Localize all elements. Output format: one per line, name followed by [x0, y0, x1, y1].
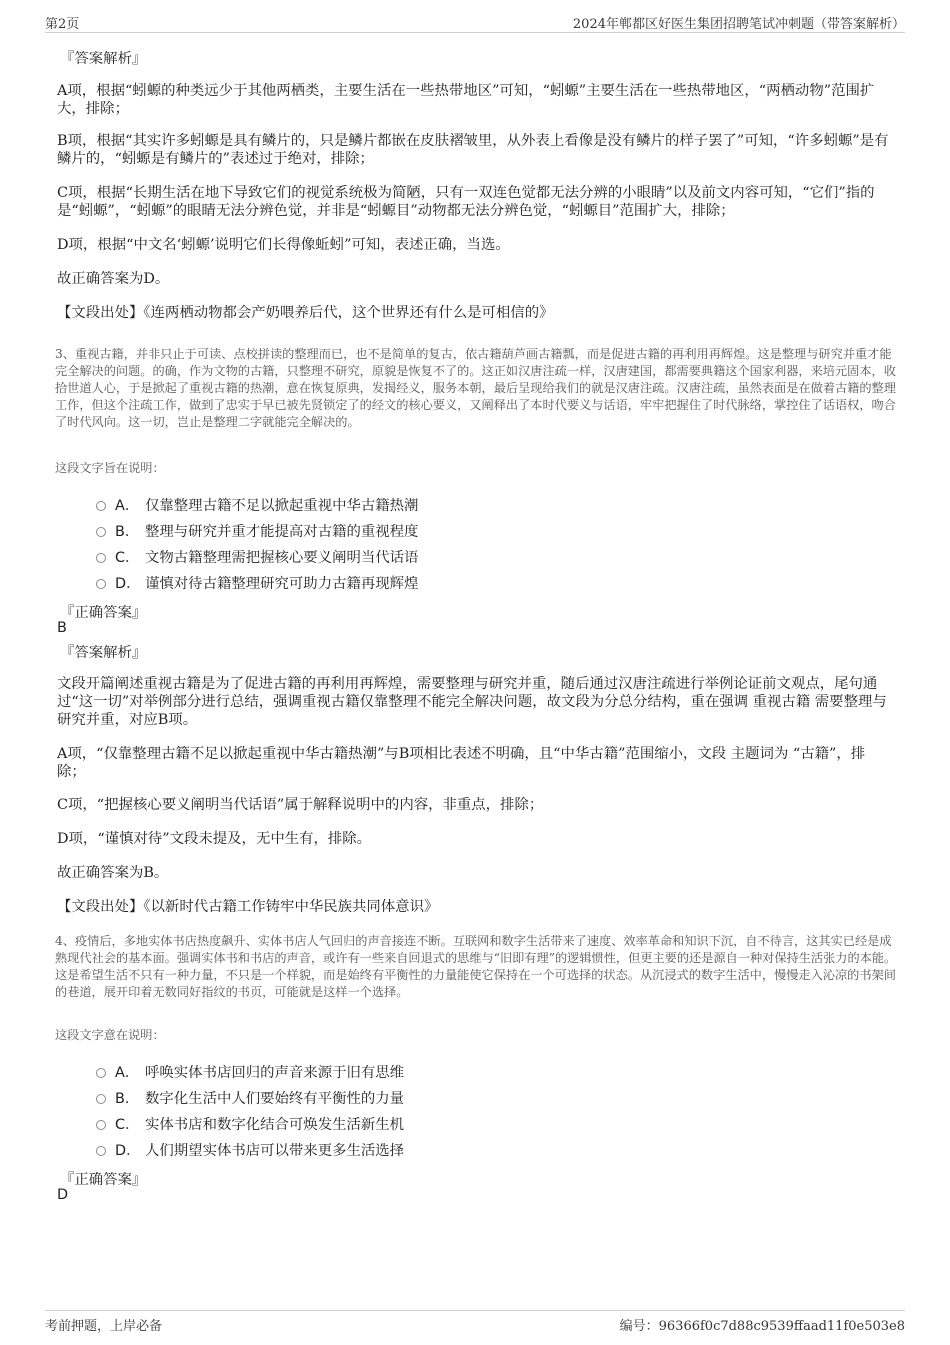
option-letter: C．: [115, 549, 140, 566]
q3-option-b[interactable]: [96, 520, 418, 540]
document-id: 编号：96366f0c7d88c9539ffaad11f0e503e8: [619, 1319, 905, 1334]
q3-answer: B: [57, 620, 67, 636]
q4-option-a[interactable]: [96, 1061, 404, 1081]
option-text: 呼唤实体书店回归的声音来源于旧有思维: [145, 1064, 405, 1081]
option-text: 数字化生活中人们要始终有平衡性的力量: [145, 1090, 405, 1107]
option-text: 谨慎对待古籍整理研究可助力古籍再现辉煌: [145, 575, 419, 592]
q2-source: 【文段出处】《连两栖动物都会产奶喂养后代，这个世界还有什么是可相信的》: [57, 305, 554, 321]
radio-icon[interactable]: [96, 579, 106, 589]
q4-answer-label: 『正确答案』: [60, 1172, 147, 1188]
q4-question: 这段文字意在说明：: [55, 1028, 165, 1042]
q3-analysis-main: 文段开篇阐述重视古籍是为了促进古籍的再利用再辉煌，需要整理与研究并重，随后通过汉唐注疏进行举例论证前文观点，尾句通过“这一切”对举例部分进行总结，强调重视古籍仅靠整理不能完全解决问题，故文段为分总分结构，重在强调 重视古籍 需要整理与研究并重，对应B项。: [57, 676, 887, 728]
radio-icon[interactable]: [96, 553, 106, 563]
q2-analysis-d: D项，根据“中文名‘蚓螈’说明它们长得像蚯蚓”可知，表述正确，当选。: [57, 237, 510, 253]
option-text: 文物古籍整理需把握核心要义阐明当代话语: [145, 549, 419, 566]
page-header: [45, 12, 905, 33]
footer-slogan: 考前押题，上岸必备: [45, 1319, 163, 1334]
q3-question: 这段文字旨在说明：: [55, 461, 165, 475]
option-text: 整理与研究并重才能提高对古籍的重视程度: [145, 523, 419, 540]
q4-option-b[interactable]: [96, 1087, 404, 1107]
radio-icon[interactable]: [96, 1068, 106, 1078]
q4-answer: D: [57, 1187, 69, 1203]
q2-conclusion: 故正确答案为D。: [57, 271, 170, 287]
option-text: 人们期望实体书店可以带来更多生活选择: [145, 1142, 405, 1159]
option-letter: A．: [115, 1064, 140, 1081]
option-letter: A．: [115, 497, 140, 514]
q3-source: 【文段出处】《以新时代古籍工作铸牢中华民族共同体意识》: [57, 899, 439, 915]
q4-passage: 4、疫情后，多地实体书店热度飙升、实体书店人气回归的声音接连不断。互联网和数字生活带来了速度、效率革命和知识下沉，自不待言，这其实已经是成熟现代社会的基本面。强调实体书和书店的声音，或许有一些来自回退式的思维与“旧即有理”的逻辑惯性，但更主要的还是源自一种对保持生活张力的本能。这是希望生活不只有一种力量，不只是一个样貌，而是始终有平衡性的力量能使它保持在一个可选择的状态。从沉浸式的数字生活中，慢慢走入沁凉的书架间的巷道，展开印着无数同好指纹的书页，可能就是这样一个选择。: [55, 934, 897, 999]
q3-option-c[interactable]: [96, 546, 418, 566]
radio-icon[interactable]: [96, 1146, 106, 1156]
q4-option-c[interactable]: [96, 1113, 404, 1133]
option-letter: C．: [115, 1116, 140, 1133]
option-letter: B．: [115, 523, 140, 540]
q2-analysis-b: B项，根据“其实许多蚓螈是具有鳞片的，只是鳞片都嵌在皮肤褶皱里，从外表上看像是没有鳞片的样子罢了”可知，“许多蚓螈”是有鳞片的，“蚓螈是有鳞片的”表述过于绝对，排除；: [57, 133, 889, 167]
q4-option-d[interactable]: [96, 1139, 404, 1159]
q2-analysis-c: C项，根据“长期生活在地下导致它们的视觉系统极为简陋，只有一双连色觉都无法分辨的小眼睛”以及前文内容可知，“它们”指的是“蚓螈”，“蚓螈”的眼睛无法分辨色觉，并非是“蚓螈目”动物都无法分辨色觉，“蚓螈目”范围扩大，排除；: [57, 185, 875, 219]
radio-icon[interactable]: [96, 501, 106, 511]
q3-analysis-label: 『答案解析』: [60, 645, 147, 661]
page-number: 第2页: [45, 17, 80, 32]
q3-analysis-a: A项，“仅靠整理古籍不足以掀起重视中华古籍热潮”与B项相比表述不明确，且“中华古籍”范围缩小，文段 主题词为 “古籍”，排除；: [57, 746, 866, 780]
option-letter: D．: [115, 1142, 141, 1159]
q2-analysis-label: 『答案解析』: [60, 51, 147, 67]
radio-icon[interactable]: [96, 527, 106, 537]
q3-option-d[interactable]: [96, 572, 418, 592]
radio-icon[interactable]: [96, 1094, 106, 1104]
option-letter: B．: [115, 1090, 140, 1107]
q3-option-a[interactable]: [96, 494, 418, 514]
option-text: 仅靠整理古籍不足以掀起重视中华古籍热潮: [145, 497, 419, 514]
option-letter: D．: [115, 575, 141, 592]
page-footer: [45, 1310, 905, 1333]
document-title: 2024年郸都区好医生集团招聘笔试冲刺题（带答案解析）: [572, 17, 905, 32]
radio-icon[interactable]: [96, 1120, 106, 1130]
option-text: 实体书店和数字化结合可焕发生活新生机: [145, 1116, 405, 1133]
q3-conclusion: 故正确答案为B。: [57, 865, 169, 881]
q3-analysis-d: D项，“谨慎对待”文段未提及，无中生有，排除。: [57, 831, 372, 847]
q3-analysis-c: C项，“把握核心要义阐明当代话语”属于解释说明中的内容，非重点，排除；: [57, 797, 544, 813]
q3-answer-label: 『正确答案』: [60, 605, 147, 621]
q3-passage: 3、重视古籍，并非只止于可读、点校拼读的整理而已，也不是简单的复古，依古籍葫芦画古籍瓢，而是促进古籍的再利用再辉煌。这是整理与研究并重才能完全解决的问题。的确，作为文物的古籍，只整理不研究，原貌是恢复不了的。这正如汉唐注疏一样，汉唐建国，都需要典籍这个国家利器，来培元固本，收拾世道人心，于是掀起了重视古籍的热潮，意在恢复原典，发揭经义，服务本朝，最后呈现给我们的就是汉唐注疏。汉唐注疏，虽然表面是在做着古籍的整理工作，但这个注疏工作，做到了忠实于早已被先贤锁定了的经文的核心要义，又阐释出了本时代要义与话语，牢牢把握住了时代脉络，掌控住了话语权，吻合了时代风向。这一切，岂止是整理二字就能完全解决的。: [55, 347, 896, 429]
q2-analysis-a: A项，根据“蚓螈的种类远少于其他两栖类，主要生活在一些热带地区”可知，“蚓螈”主要生活在一些热带地区，“两栖动物”范围扩大，排除；: [57, 83, 875, 117]
